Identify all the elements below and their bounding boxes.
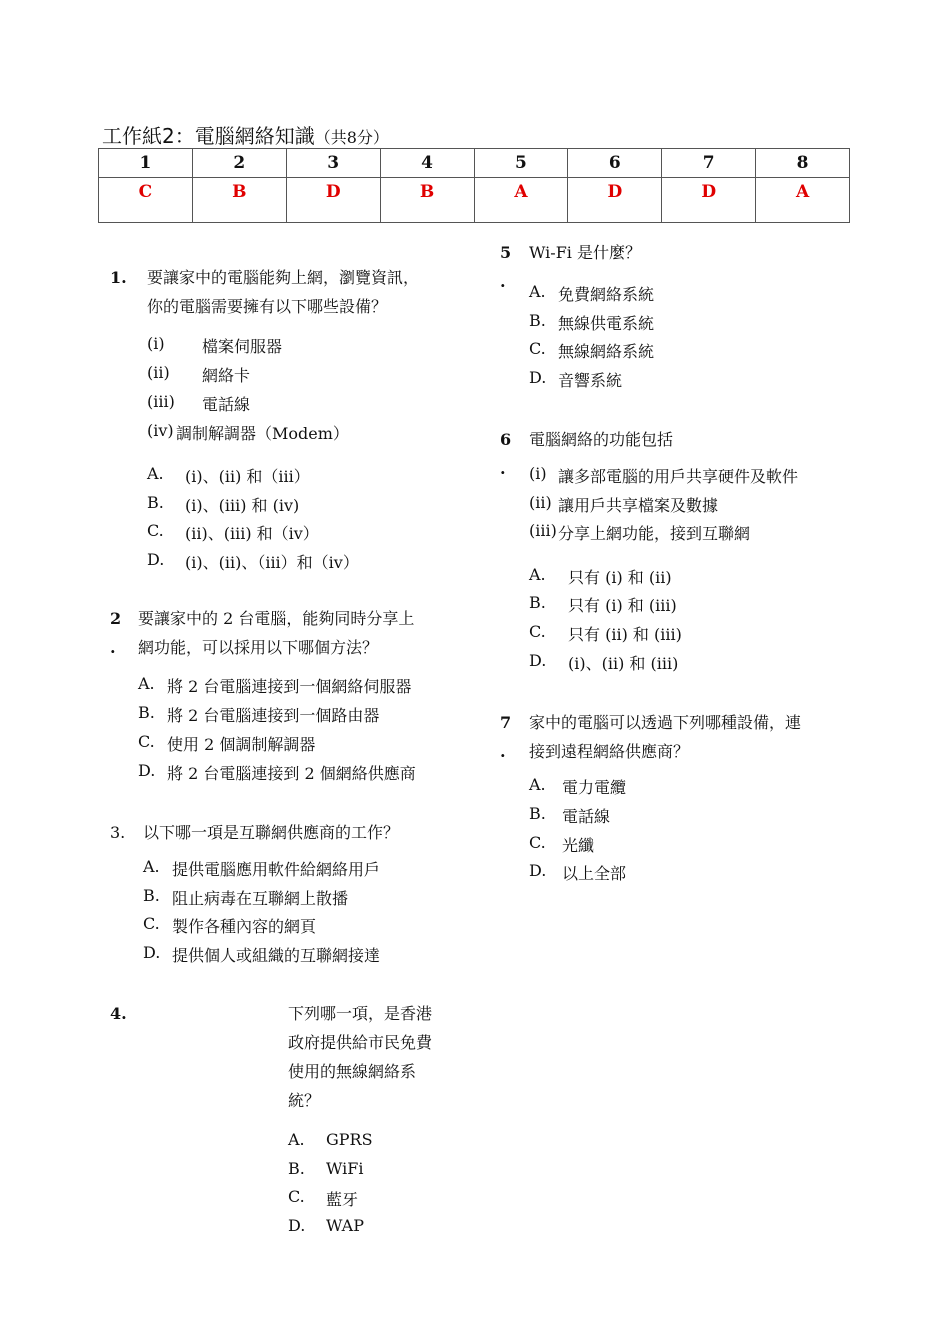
option-key: C. (529, 339, 546, 358)
question-number-dot: . (500, 459, 506, 478)
question-number-dot: . (110, 638, 116, 657)
option-text: 以上全部 (562, 864, 627, 883)
option-text: 電話線 (562, 807, 611, 826)
question-text: 你的電腦需要擁有以下哪些設備？ (147, 297, 388, 316)
item-key: (iii) (147, 392, 175, 411)
option-key: A. (529, 565, 546, 584)
question-number: 2 (110, 609, 122, 628)
option-text: 無線供電系統 (558, 314, 655, 333)
answer-cell: D (286, 178, 380, 223)
answer-cell: B (380, 178, 474, 223)
option-text: (i)、(ii)、（iii）和（iv） (185, 553, 359, 572)
item-text: 分享上網功能，接到互聯網 (558, 524, 751, 543)
option-key: C. (143, 914, 160, 933)
question-text: 家中的電腦可以透過下列哪種設備，連 (529, 713, 802, 732)
question-text: 使用的無線網絡系 (288, 1062, 417, 1081)
item-key: (i) (147, 334, 165, 353)
option-key: A. (529, 282, 546, 301)
table-header-cell: 2 (192, 149, 286, 178)
option-key: A. (143, 857, 160, 876)
option-text: (i)、(iii) 和 (iv) (185, 496, 300, 515)
question-text: 網功能，可以採用以下哪個方法？ (138, 638, 379, 657)
table-header-cell: 6 (568, 149, 662, 178)
question-text: 以下哪一項是互聯網供應商的工作？ (143, 823, 400, 842)
page-title (102, 120, 389, 149)
option-text: WAP (326, 1216, 364, 1235)
question-number: 6 (500, 430, 512, 449)
question-number-dot: . (500, 272, 506, 291)
option-text: 將 2 台電腦連接到 2 個網絡供應商 (167, 764, 416, 783)
item-key: (ii) (147, 363, 170, 382)
question-text: 政府提供給市民免費 (288, 1033, 433, 1052)
option-key: C. (138, 732, 155, 751)
option-text: 藍牙 (326, 1190, 359, 1209)
option-text: (ii)、(iii) 和（iv） (185, 524, 319, 543)
option-key: A. (147, 464, 164, 483)
answer-cell: C (99, 178, 193, 223)
option-text: 製作各種內容的網頁 (172, 917, 317, 936)
table-header-cell: 3 (286, 149, 380, 178)
option-key: A. (138, 674, 155, 693)
answer-table-answer-row (99, 178, 850, 223)
item-key: (i) (529, 464, 547, 483)
option-text: 免費網絡系統 (558, 285, 655, 304)
table-header-cell: 5 (474, 149, 568, 178)
option-key: C. (529, 622, 546, 641)
option-key: C. (288, 1187, 305, 1206)
answer-cell: B (192, 178, 286, 223)
option-key: B. (529, 593, 546, 612)
answer-cell: A (756, 178, 850, 223)
title-score: （共8分） (314, 128, 389, 147)
option-key: B. (529, 311, 546, 330)
option-text: 電力電纜 (562, 778, 627, 797)
item-key: (iii) (529, 521, 557, 540)
item-key: (iv) (147, 421, 174, 440)
item-text: 讓多部電腦的用戶共享硬件及軟件 (558, 467, 799, 486)
option-text: 只有 (i) 和 (iii) (568, 596, 677, 615)
option-key: C. (147, 521, 164, 540)
option-key: B. (288, 1159, 305, 1178)
option-text: 只有 (ii) 和 (iii) (568, 625, 682, 644)
answer-cell: A (474, 178, 568, 223)
option-key: B. (147, 493, 164, 512)
item-key: (ii) (529, 493, 552, 512)
table-header-cell: 4 (380, 149, 474, 178)
item-text: 調制解調器（Modem） (176, 424, 349, 443)
question-number: 1. (110, 268, 127, 287)
option-key: D. (143, 943, 161, 962)
question-text: 統？ (288, 1091, 321, 1110)
question-text: Wi-Fi 是什麼？ (529, 243, 641, 262)
answer-cell: D (568, 178, 662, 223)
option-key: A. (529, 775, 546, 794)
question-text: 要讓家中的 2 台電腦，能夠同時分享上 (138, 609, 415, 628)
option-key: B. (529, 804, 546, 823)
question-number: 4. (110, 1004, 127, 1023)
question-text: 電腦網絡的功能包括 (529, 430, 674, 449)
option-key: C. (529, 833, 546, 852)
item-text: 網絡卡 (202, 366, 251, 385)
question-text: 接到遠程網絡供應商？ (529, 742, 690, 761)
option-text: 將 2 台電腦連接到一個網絡伺服器 (167, 677, 412, 696)
answer-cell: D (662, 178, 756, 223)
option-text: 只有 (i) 和 (ii) (568, 568, 672, 587)
question-text: 下列哪一項，是香港 (288, 1004, 433, 1023)
option-key: D. (288, 1216, 306, 1235)
option-key: B. (138, 703, 155, 722)
answer-table-header-row (99, 149, 850, 178)
table-header-cell: 1 (99, 149, 193, 178)
question-number: 7 (500, 713, 512, 732)
table-header-cell: 8 (756, 149, 850, 178)
question-number-dot: . (500, 742, 506, 761)
option-text: 將 2 台電腦連接到一個路由器 (167, 706, 380, 725)
option-text: WiFi (326, 1159, 364, 1178)
item-text: 讓用戶共享檔案及數據 (558, 496, 719, 515)
answer-table (98, 148, 850, 223)
question-text: 要讓家中的電腦能夠上網，瀏覽資訊， (147, 268, 420, 287)
option-text: 無線網絡系統 (558, 342, 655, 361)
option-text: (i)、(ii) 和 (iii) (568, 654, 679, 673)
option-text: 使用 2 個調制解調器 (167, 735, 316, 754)
option-text: 提供電腦應用軟件給網絡用戶 (172, 860, 381, 879)
option-text: 光纖 (562, 836, 595, 855)
table-header-cell: 7 (662, 149, 756, 178)
question-number: 5 (500, 243, 512, 262)
option-text: 阻止病毒在互聯網上散播 (172, 889, 349, 908)
option-key: D. (138, 761, 156, 780)
title-main: 工作紙2：電腦網絡知識 (102, 124, 315, 148)
option-key: D. (529, 368, 547, 387)
option-text: (i)、(ii) 和（iii） (185, 467, 310, 486)
option-key: D. (529, 651, 547, 670)
option-key: D. (529, 861, 547, 880)
item-text: 電話線 (202, 395, 251, 414)
question-number: 3. (110, 823, 126, 842)
option-key: D. (147, 550, 165, 569)
option-key: B. (143, 886, 160, 905)
item-text: 檔案伺服器 (202, 337, 283, 356)
option-text: 提供個人或組織的互聯網接達 (172, 946, 381, 965)
option-text: 音響系統 (558, 371, 623, 390)
option-key: A. (288, 1130, 305, 1149)
option-text: GPRS (326, 1130, 373, 1149)
